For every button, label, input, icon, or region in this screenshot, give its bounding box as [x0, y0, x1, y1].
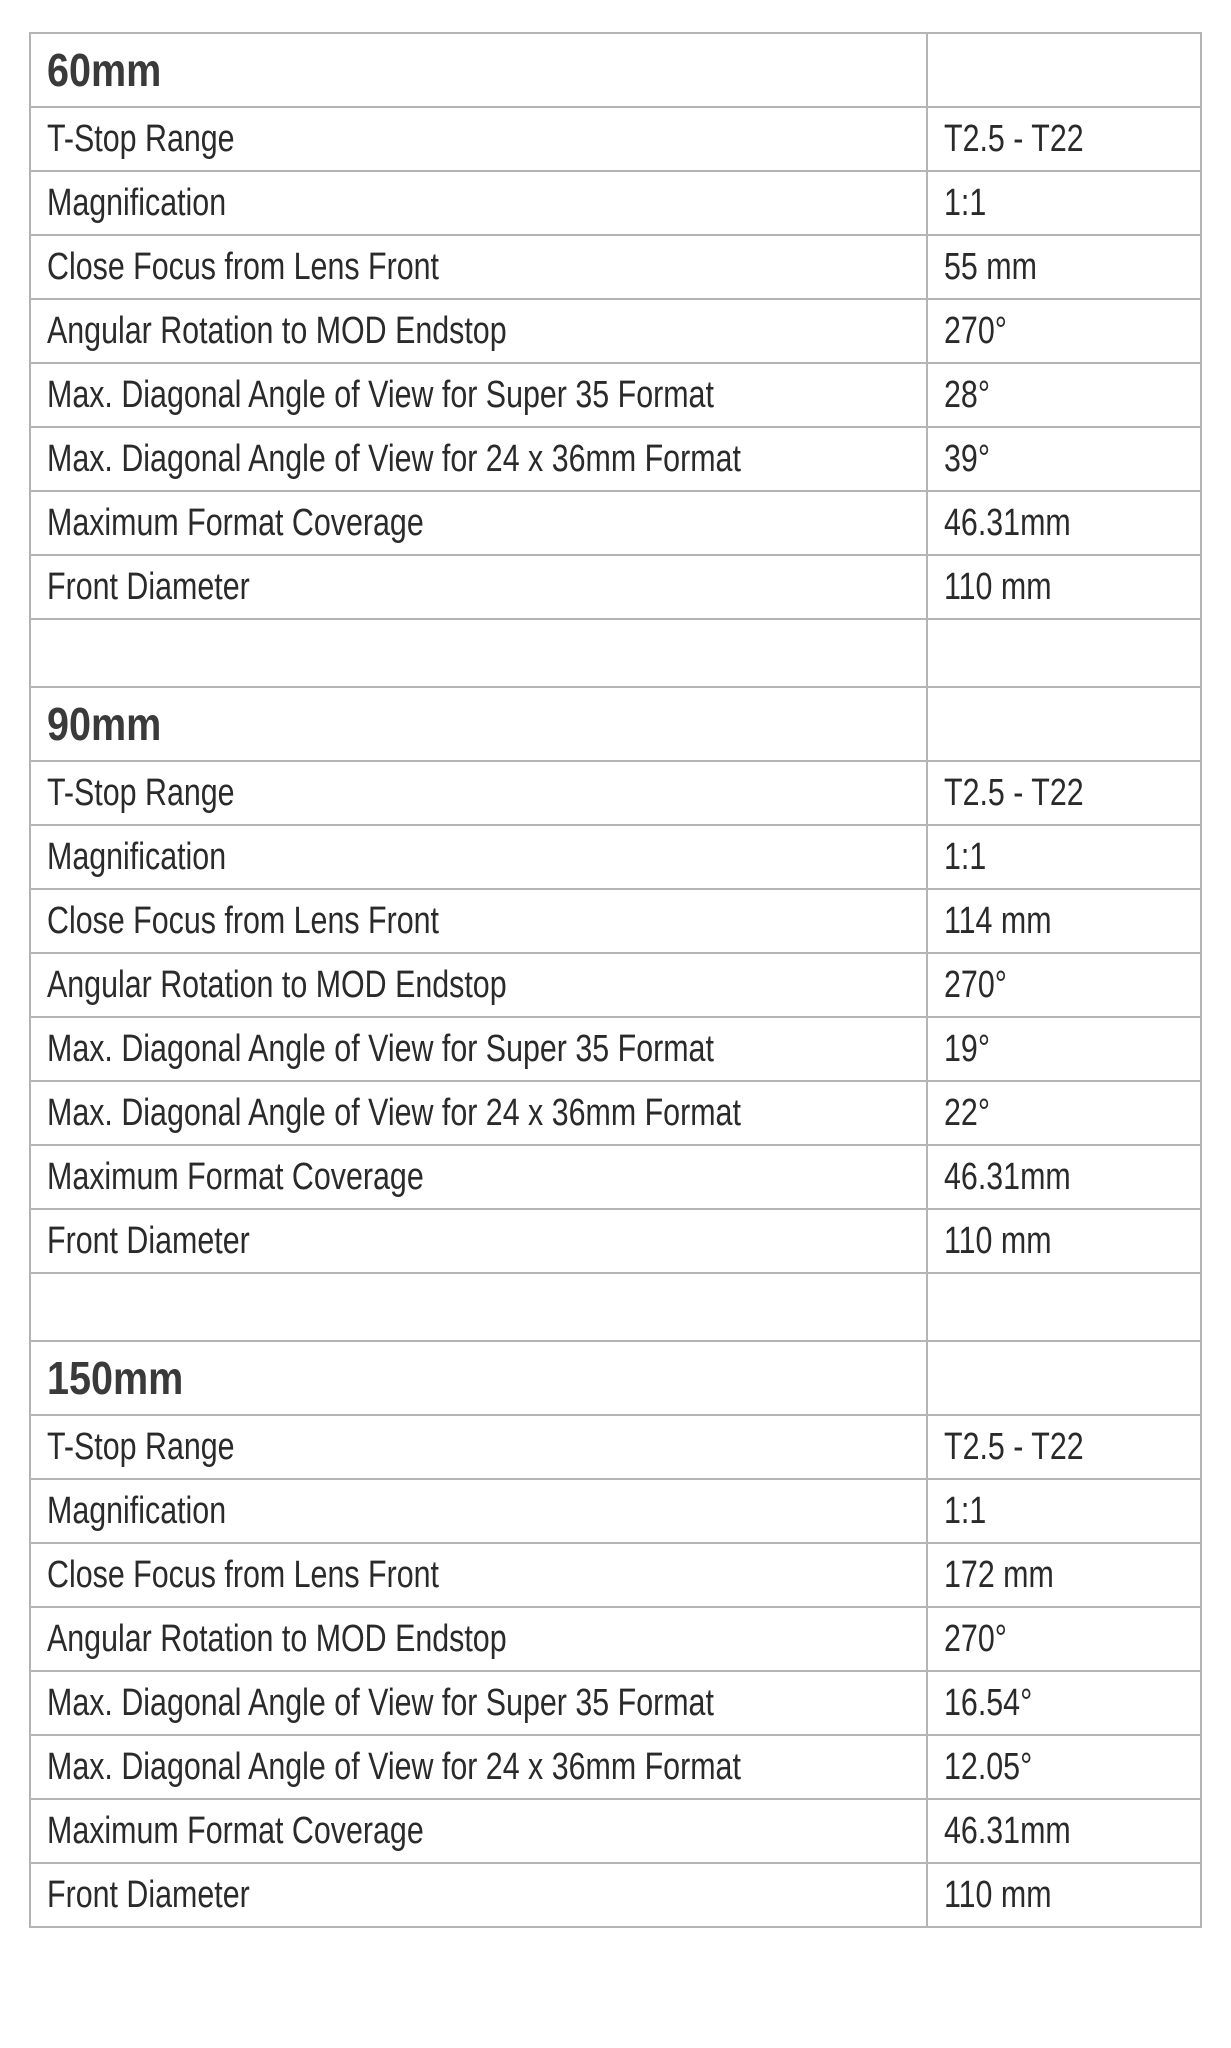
spec-value: T2.5 - T22: [944, 772, 1084, 814]
lens-spec-table: [29, 32, 1202, 1928]
spec-label: Magnification: [47, 182, 227, 224]
spec-label-cell: [30, 825, 927, 889]
spec-row: [30, 1863, 1201, 1927]
section-header-row: [30, 33, 1201, 107]
spec-value: T2.5 - T22: [944, 118, 1084, 160]
spec-value-cell: [927, 1735, 1201, 1799]
spec-label: Max. Diagonal Angle of View for Super 35 Format: [47, 374, 714, 416]
empty-cell: [30, 1273, 927, 1341]
spec-label: Angular Rotation to MOD Endstop: [47, 1618, 507, 1660]
spec-label-cell: [30, 953, 927, 1017]
spec-label-cell: [30, 171, 927, 235]
spec-label-cell: [30, 1415, 927, 1479]
spec-label-cell: [30, 299, 927, 363]
spec-label-cell: [30, 1863, 927, 1927]
spec-label-cell: [30, 1799, 927, 1863]
section-title: 150mm: [47, 1352, 184, 1404]
spec-table-body: [30, 33, 1201, 1927]
spec-label: Angular Rotation to MOD Endstop: [47, 964, 507, 1006]
spec-value-cell: [927, 171, 1201, 235]
spec-label: Magnification: [47, 1490, 227, 1532]
spec-row: [30, 953, 1201, 1017]
spec-label-cell: [30, 1209, 927, 1273]
empty-cell: [30, 619, 927, 687]
spec-label-cell: [30, 107, 927, 171]
spec-row: [30, 107, 1201, 171]
section-spacer-row: [30, 1273, 1201, 1341]
spec-label-cell: [30, 1145, 927, 1209]
spec-value-cell: [927, 1209, 1201, 1273]
spec-value-cell: [927, 107, 1201, 171]
spec-label-cell: [30, 761, 927, 825]
spec-value: 114 mm: [944, 900, 1052, 942]
spec-row: [30, 1145, 1201, 1209]
spec-value: 172 mm: [944, 1554, 1054, 1596]
spec-row: [30, 1479, 1201, 1543]
spec-label: Close Focus from Lens Front: [47, 246, 439, 288]
spec-label: Angular Rotation to MOD Endstop: [47, 310, 507, 352]
spec-value: T2.5 - T22: [944, 1426, 1084, 1468]
spec-value: 19°: [944, 1028, 990, 1070]
section-header-row: [30, 687, 1201, 761]
empty-cell: [927, 33, 1201, 107]
spec-label-cell: [30, 427, 927, 491]
spec-row: [30, 1081, 1201, 1145]
spec-label-cell: [30, 1017, 927, 1081]
spec-label: T-Stop Range: [47, 1426, 235, 1468]
spec-label: Front Diameter: [47, 566, 250, 608]
spec-value: 110 mm: [944, 1220, 1052, 1262]
spec-value-cell: [927, 1479, 1201, 1543]
spec-label: Close Focus from Lens Front: [47, 900, 439, 942]
spec-row: [30, 1671, 1201, 1735]
spec-value: 28°: [944, 374, 990, 416]
spec-value-cell: [927, 235, 1201, 299]
spec-label-cell: [30, 889, 927, 953]
spec-row: [30, 299, 1201, 363]
section-header-row: [30, 1341, 1201, 1415]
empty-cell: [927, 1341, 1201, 1415]
spec-row: [30, 363, 1201, 427]
spec-row: [30, 235, 1201, 299]
spec-label: Max. Diagonal Angle of View for 24 x 36mm Format: [47, 1092, 741, 1134]
spec-value: 22°: [944, 1092, 990, 1134]
spec-label: Maximum Format Coverage: [47, 1810, 424, 1852]
spec-value: 55 mm: [944, 246, 1037, 288]
spec-label-cell: [30, 235, 927, 299]
spec-value: 1:1: [944, 182, 987, 224]
section-spacer-row: [30, 619, 1201, 687]
spec-value-cell: [927, 889, 1201, 953]
spec-value-cell: [927, 363, 1201, 427]
spec-label: Max. Diagonal Angle of View for Super 35 Format: [47, 1682, 714, 1724]
spec-label: Front Diameter: [47, 1220, 250, 1262]
spec-value: 46.31mm: [944, 1156, 1071, 1198]
section-title-cell: [30, 33, 927, 107]
spec-row: [30, 491, 1201, 555]
spec-value: 270°: [944, 310, 1007, 352]
spec-label-cell: [30, 1479, 927, 1543]
spec-value: 270°: [944, 964, 1007, 1006]
spec-label: Front Diameter: [47, 1874, 250, 1916]
spec-row: [30, 171, 1201, 235]
spec-label-cell: [30, 1081, 927, 1145]
spec-value: 16.54°: [944, 1682, 1033, 1724]
spec-label-cell: [30, 363, 927, 427]
spec-value: 110 mm: [944, 566, 1052, 608]
spec-label: Close Focus from Lens Front: [47, 1554, 439, 1596]
spec-label-cell: [30, 1735, 927, 1799]
spec-value-cell: [927, 1145, 1201, 1209]
spec-value: 270°: [944, 1618, 1007, 1660]
spec-value-cell: [927, 1607, 1201, 1671]
spec-row: [30, 1735, 1201, 1799]
spec-row: [30, 1415, 1201, 1479]
section-title: 90mm: [47, 698, 162, 750]
spec-row: [30, 889, 1201, 953]
spec-value: 46.31mm: [944, 502, 1071, 544]
spec-row: [30, 825, 1201, 889]
spec-value-cell: [927, 1799, 1201, 1863]
empty-cell: [927, 1273, 1201, 1341]
spec-row: [30, 1799, 1201, 1863]
spec-value: 1:1: [944, 1490, 987, 1532]
spec-row: [30, 761, 1201, 825]
spec-value: 12.05°: [944, 1746, 1033, 1788]
spec-label: T-Stop Range: [47, 118, 235, 160]
empty-cell: [927, 687, 1201, 761]
empty-cell: [927, 619, 1201, 687]
spec-value-cell: [927, 491, 1201, 555]
spec-label-cell: [30, 1543, 927, 1607]
section-title: 60mm: [47, 44, 162, 96]
spec-label: Max. Diagonal Angle of View for 24 x 36mm Format: [47, 1746, 741, 1788]
spec-label: T-Stop Range: [47, 772, 235, 814]
spec-value-cell: [927, 953, 1201, 1017]
spec-label: Max. Diagonal Angle of View for Super 35 Format: [47, 1028, 714, 1070]
spec-value: 1:1: [944, 836, 987, 878]
spec-value: 110 mm: [944, 1874, 1052, 1916]
spec-label-cell: [30, 1671, 927, 1735]
spec-label: Maximum Format Coverage: [47, 1156, 424, 1198]
spec-value-cell: [927, 1017, 1201, 1081]
section-title-cell: [30, 1341, 927, 1415]
spec-label: Magnification: [47, 836, 227, 878]
spec-label-cell: [30, 1607, 927, 1671]
spec-row: [30, 1017, 1201, 1081]
spec-value-cell: [927, 555, 1201, 619]
section-title-cell: [30, 687, 927, 761]
spec-value-cell: [927, 1081, 1201, 1145]
spec-value-cell: [927, 299, 1201, 363]
spec-row: [30, 427, 1201, 491]
spec-value-cell: [927, 825, 1201, 889]
spec-row: [30, 1543, 1201, 1607]
spec-label: Maximum Format Coverage: [47, 502, 424, 544]
spec-value-cell: [927, 1863, 1201, 1927]
spec-value-cell: [927, 1543, 1201, 1607]
spec-label-cell: [30, 491, 927, 555]
spec-value-cell: [927, 1415, 1201, 1479]
spec-value: 46.31mm: [944, 1810, 1071, 1852]
spec-value-cell: [927, 427, 1201, 491]
spec-row: [30, 555, 1201, 619]
spec-row: [30, 1607, 1201, 1671]
spec-label: Max. Diagonal Angle of View for 24 x 36mm Format: [47, 438, 741, 480]
spec-value: 39°: [944, 438, 990, 480]
spec-label-cell: [30, 555, 927, 619]
spec-row: [30, 1209, 1201, 1273]
spec-value-cell: [927, 761, 1201, 825]
spec-value-cell: [927, 1671, 1201, 1735]
